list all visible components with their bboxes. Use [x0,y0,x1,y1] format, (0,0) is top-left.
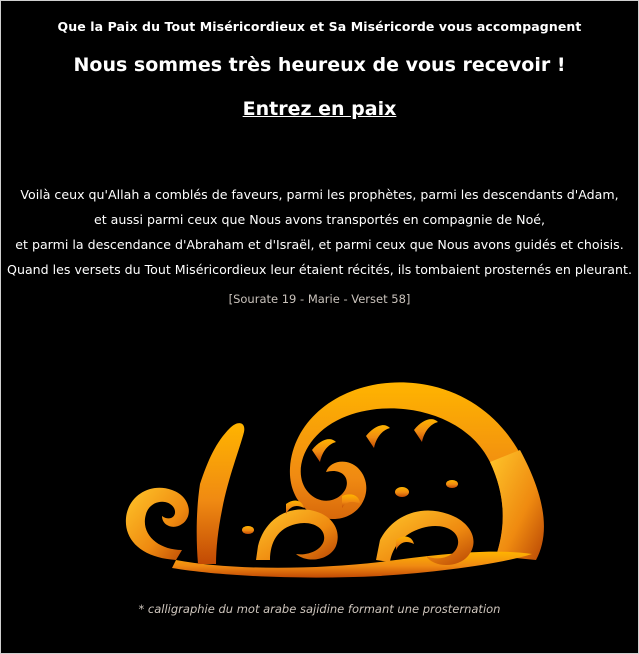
verse-line: et parmi la descendance d'Abraham et d'Israël, et parmi ceux que Nous avons guidés et choisis. [15,237,624,252]
calligraphy-caption: * calligraphie du mot arabe sajidine formant une prosternation [138,602,501,616]
verse-block [1,182,638,306]
verse-line: Quand les versets du Tout Miséricordieux leur étaient récités, ils tombaient prosternés en pleurant. [7,262,632,277]
calligraphy-image [1,364,638,594]
page-content [1,1,638,616]
verse-reference: [Sourate 19 - Marie - Verset 58] [228,292,411,306]
verse-line: Voilà ceux qu'Allah a comblés de faveurs, parmi les prophètes, parmi les descendants d'Adam, [20,187,619,202]
greeting-text: Que la Paix du Tout Miséricordieux et Sa Miséricorde vous accompagnent [57,19,582,34]
enter-link[interactable]: Entrez en paix [242,98,397,120]
welcome-title: Nous sommes très heureux de vous recevoir ! [73,54,566,76]
verse-line: et aussi parmi ceux que Nous avons transportés en compagnie de Noé, [93,212,546,227]
